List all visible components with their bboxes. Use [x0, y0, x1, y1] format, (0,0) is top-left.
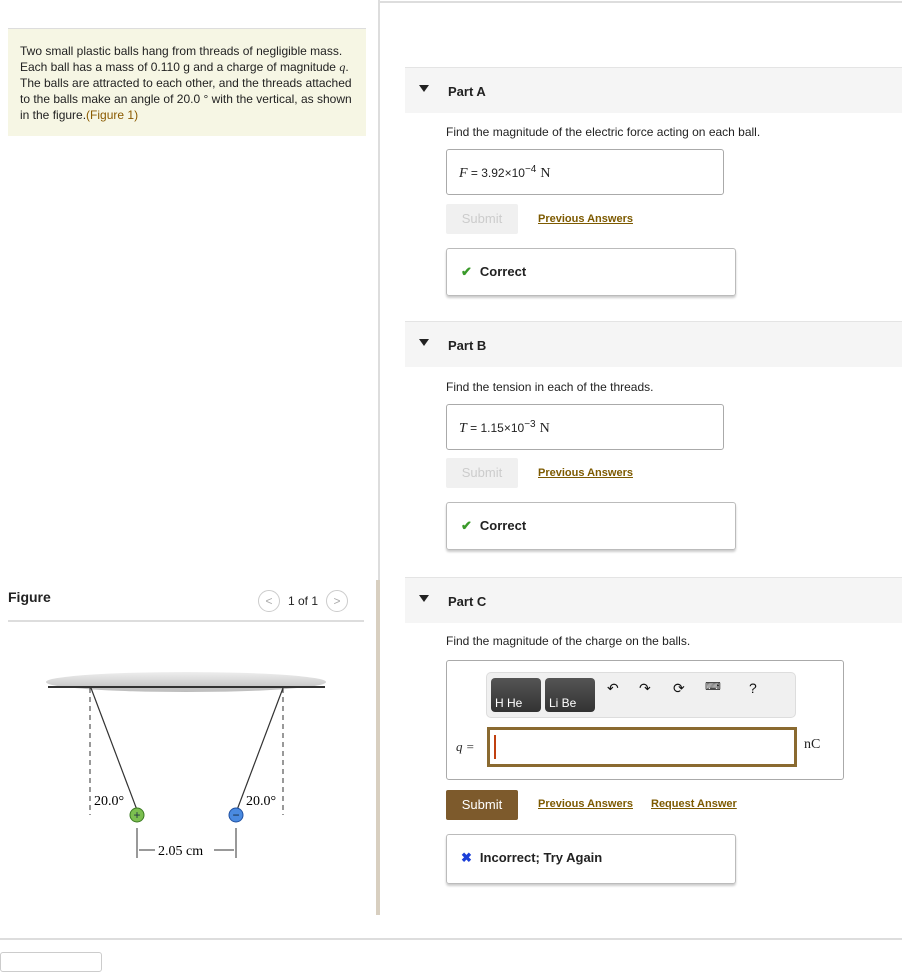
part-c-label: Part C	[448, 594, 487, 609]
part-a-answer	[446, 149, 724, 195]
part-a-question: Find the magnitude of the electric force acting on each ball.	[446, 125, 761, 139]
collapse-triangle-icon[interactable]	[419, 595, 429, 602]
var: F	[459, 166, 468, 181]
problem-statement	[8, 28, 366, 136]
figure-divider	[8, 620, 364, 622]
redo-icon[interactable]: ↷	[639, 680, 651, 696]
answer-exponent: −3	[524, 419, 536, 430]
distance-label: 2.05 cm	[158, 844, 204, 859]
part-b-question: Find the tension in each of the threads.	[446, 380, 654, 394]
panel-resize-handle[interactable]	[376, 580, 380, 915]
problem-text: Two small plastic balls hang from threads of negligible mass. Each ball has a mass of 0.110 g and a charge of magnitude	[20, 44, 343, 74]
feedback-text: Correct	[479, 264, 527, 279]
math-toolbar	[486, 672, 796, 718]
eq: =	[466, 421, 481, 435]
left-thread	[91, 688, 137, 810]
bottom-tab[interactable]	[0, 952, 102, 972]
template-button-1[interactable]: H He	[491, 678, 541, 712]
template-button-2[interactable]: Li Be	[545, 678, 595, 712]
part-a-submit-button[interactable]: Submit	[446, 204, 518, 234]
minus-sign: −	[232, 808, 240, 822]
next-figure-button[interactable]: >	[326, 590, 348, 612]
top-divider	[380, 1, 902, 3]
part-b-header[interactable]	[405, 321, 902, 367]
problem-text-2: . The balls are attracted to each other, and the threads attached to the balls make an angle of 20.0 ° with the vertical, as shown in the figure.	[20, 60, 352, 122]
angle-left-label: 20.0°	[94, 794, 125, 809]
answer-unit: N	[540, 166, 551, 181]
text-caret	[494, 735, 496, 759]
part-c-feedback	[446, 834, 736, 884]
figure-title: Figure	[8, 589, 51, 605]
answer-exponent: −4	[524, 164, 537, 175]
bottom-divider	[0, 938, 902, 940]
collapse-triangle-icon[interactable]	[419, 85, 429, 92]
figure-link[interactable]: (Figure 1)	[86, 108, 139, 122]
request-answer-link[interactable]: Request Answer	[651, 798, 737, 810]
part-c-previous-answers-link[interactable]: Previous Answers	[538, 798, 633, 810]
answer-value: 1.15×10	[480, 421, 525, 435]
check-icon: ✔	[461, 518, 472, 533]
panel-divider[interactable]	[378, 0, 380, 580]
part-b-submit-button[interactable]: Submit	[446, 458, 518, 488]
part-c-question: Find the magnitude of the charge on the balls.	[446, 634, 691, 648]
keyboard-icon[interactable]: ⌨	[705, 681, 721, 693]
feedback-text: Correct	[479, 518, 527, 533]
prev-figure-button[interactable]: <	[258, 590, 280, 612]
part-a-previous-answers-link[interactable]: Previous Answers	[538, 213, 633, 225]
eq: =	[467, 166, 482, 180]
answer-value: 3.92×10	[481, 166, 525, 180]
q-label: q =	[456, 739, 475, 754]
angle-right-label: 20.0°	[246, 794, 277, 809]
part-b-label: Part B	[448, 338, 487, 353]
pager-text: 1 of 1	[288, 594, 319, 608]
collapse-triangle-icon[interactable]	[419, 339, 429, 346]
undo-icon[interactable]: ↶	[607, 680, 619, 696]
reset-icon[interactable]: ⟳	[673, 680, 685, 696]
var-q: q	[339, 60, 346, 74]
x-icon: ✖	[461, 850, 472, 865]
figure-pager	[258, 590, 348, 612]
unit-label: nC	[804, 737, 821, 752]
part-b-feedback	[446, 502, 736, 550]
ceiling	[46, 672, 326, 692]
answer-unit: N	[539, 421, 550, 436]
part-b-answer	[446, 404, 724, 450]
plus-sign: +	[133, 808, 141, 822]
part-a-label: Part A	[448, 84, 486, 99]
charge-input[interactable]	[487, 727, 797, 767]
part-c-submit-button[interactable]: Submit	[446, 790, 518, 820]
part-a-header[interactable]	[405, 67, 902, 113]
feedback-text: Incorrect; Try Again	[479, 850, 603, 865]
part-a-feedback	[446, 248, 736, 296]
part-c-header[interactable]	[405, 577, 902, 623]
figure-diagram	[0, 660, 340, 860]
var: T	[459, 421, 467, 436]
check-icon: ✔	[461, 264, 472, 279]
help-icon[interactable]: ?	[749, 680, 757, 696]
part-b-previous-answers-link[interactable]: Previous Answers	[538, 467, 633, 479]
right-thread	[237, 688, 283, 810]
